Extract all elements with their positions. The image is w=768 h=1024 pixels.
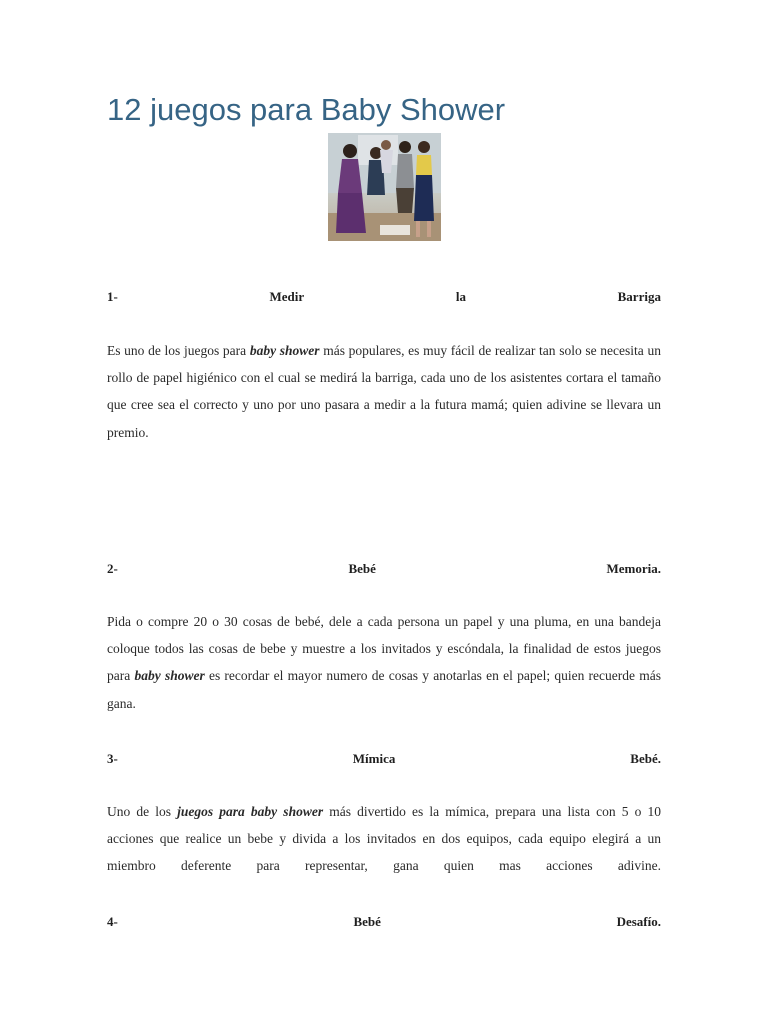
heading-word: la [455, 289, 466, 304]
heading-word: Memoria. [606, 561, 661, 576]
heading-word: Barriga [617, 289, 661, 304]
photo-illustration [328, 133, 441, 241]
heading-word: Bebé. [630, 751, 661, 766]
paragraph-text: Uno de los [107, 804, 178, 819]
page-title: 12 juegos para Baby Shower [107, 92, 506, 127]
paragraph-text: más populares, es muy fácil de realizar tan solo se necesita un rollo de papel higiénico con el cual se medirá la barriga, cada uno de los asistentes cortara el tamaño que cree sea el correcto y uno por uno pasara a medir a la futura mamá; quien adivine se llevara un premio. [107, 343, 661, 440]
paragraph-emphasis: juegos para baby shower [177, 804, 324, 819]
heading-word: Mímica [352, 751, 396, 766]
section-2-heading [107, 561, 661, 577]
section-1-heading [107, 289, 661, 305]
heading-word: 3- [107, 751, 118, 766]
section-1-paragraph [107, 337, 661, 446]
paragraph-text: más divertido es la mímica, prepara una lista con 5 o 10 acciones que realice un bebe y divida a los invitados en dos equipos, cada equipo elegirá a un miembro deferente para representar, gana quien mas acciones adivine. [107, 804, 661, 874]
heading-word: Bebé [348, 561, 376, 576]
paragraph-text: es recordar el mayor numero de cosas y anotarlas en el papel; quien recuerde más gana. [107, 668, 661, 711]
section-4-heading [107, 914, 661, 930]
section-3-paragraph [107, 798, 661, 880]
paragraph-emphasis: baby shower [249, 343, 320, 358]
heading-word: 1- [107, 289, 118, 304]
heading-word: Medir [269, 289, 305, 304]
paragraph-text: Pida o compre 20 o 30 cosas de bebé, dele a cada persona un papel y una pluma, en una bandeja coloque todos las cosas de bebe y muestre a los invitados y escóndala, la finalidad de estos juegos para [107, 614, 661, 684]
paragraph-text: Es uno de los juegos para [107, 343, 250, 358]
heading-word: 2- [107, 561, 118, 576]
paragraph-emphasis: baby shower [134, 668, 205, 684]
section-2-paragraph [107, 608, 661, 717]
section-3-heading [107, 751, 661, 767]
heading-word: Desafío. [616, 914, 661, 929]
baby-shower-photo [328, 133, 441, 241]
heading-word: Bebé [353, 914, 381, 929]
heading-word: 4- [107, 914, 118, 929]
